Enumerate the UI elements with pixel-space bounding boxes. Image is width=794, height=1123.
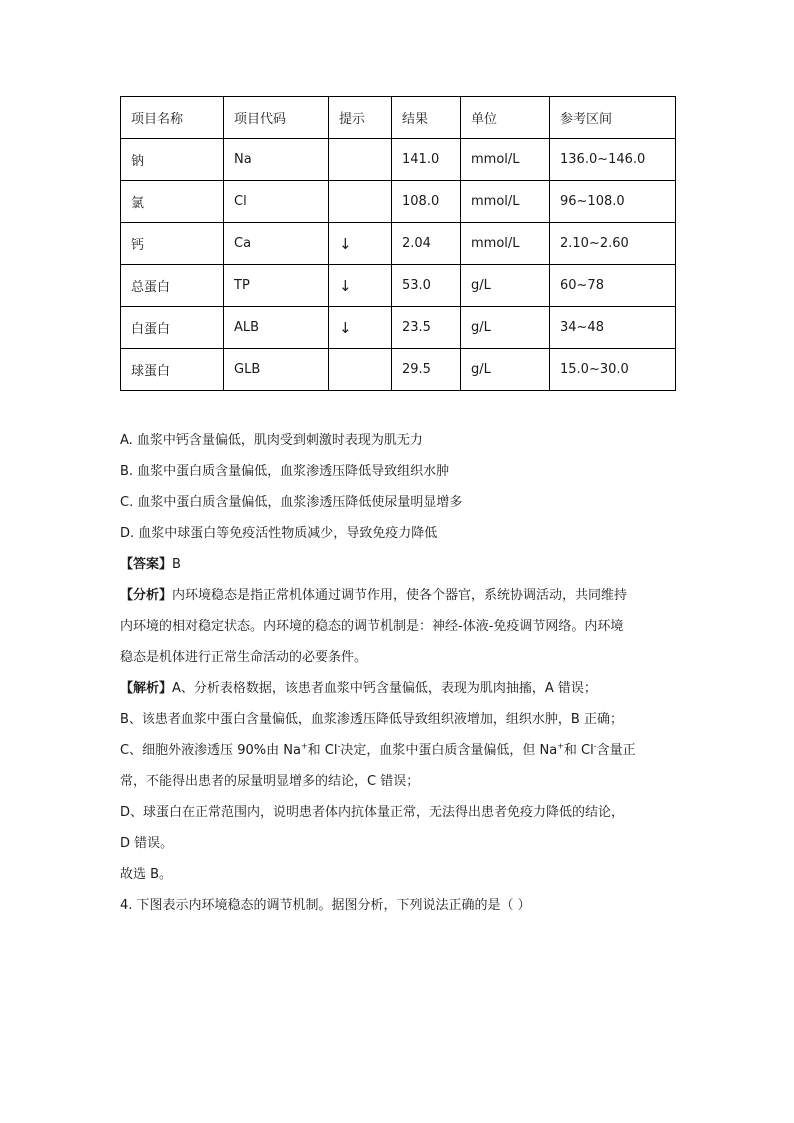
cell-unit: mmol/L [461, 139, 550, 181]
answer-value: B [172, 557, 181, 572]
cell-unit: g/L [461, 349, 550, 391]
down-arrow-icon: ↓ [329, 307, 392, 349]
explanation-line: 常，不能得出患者的尿量明显增多的结论，C 错误； [120, 774, 420, 789]
header-cell: 单位 [461, 97, 550, 139]
explanation-label: 【解析】 [120, 681, 173, 696]
explanation-line [120, 735, 680, 766]
header-cell: 提示 [329, 97, 392, 139]
table-row [121, 349, 676, 391]
explanation-text: A、分析表格数据，该患者血浆中钙含量偏低，表现为肌肉抽搐，A 错误； [172, 681, 597, 696]
cell-range: 15.0~30.0 [550, 349, 676, 391]
table-row [121, 181, 676, 223]
analysis-text: 内环境稳态是指正常机体通过调节作用，使各个器官，系统协调活动，共同维持 [172, 588, 628, 603]
option-d: D. 血浆中球蛋白等免疫活性物质减少，导致免疫力降低 [120, 526, 438, 541]
cell-name: 总蛋白 [121, 265, 224, 307]
next-question: 4. 下图表示内环境稳态的调节机制。据图分析，下列说法正确的是（ ） [120, 898, 531, 913]
cell-range: 34~48 [550, 307, 676, 349]
cell-range: 60~78 [550, 265, 676, 307]
explanation-text: 和 Cl [563, 743, 594, 758]
analysis-line: 稳态是机体进行正常生命活动的必要条件。 [120, 650, 368, 665]
cell-result: 141.0 [392, 139, 461, 181]
table-header-row [121, 97, 676, 139]
cell-result: 29.5 [392, 349, 461, 391]
cell-code: Na [224, 139, 329, 181]
cell-unit: g/L [461, 265, 550, 307]
down-arrow-icon: ↓ [329, 223, 392, 265]
table-row [121, 139, 676, 181]
option-a: A. 血浆中钙含量偏低，肌肉受到刺激时表现为肌无力 [120, 433, 423, 448]
cell-code: Cl [224, 181, 329, 223]
cell-result: 23.5 [392, 307, 461, 349]
cell-range: 136.0~146.0 [550, 139, 676, 181]
option-c: C. 血浆中蛋白质含量偏低，血浆渗透压降低使尿量明显增多 [120, 495, 463, 510]
cell-range: 96~108.0 [550, 181, 676, 223]
explanation-text: 和 Cl [307, 743, 338, 758]
analysis-label: 【分析】 [120, 588, 173, 603]
cell-code: GLB [224, 349, 329, 391]
header-cell: 结果 [392, 97, 461, 139]
header-cell: 参考区间 [550, 97, 676, 139]
lab-results-table [120, 96, 676, 391]
analysis-line: 内环境的相对稳定状态。内环境的稳态的调节机制是：神经-体液-免疫调节网络。内环境 [120, 619, 624, 634]
cell-code: TP [224, 265, 329, 307]
answer-line [120, 549, 680, 580]
cell-name: 钠 [121, 139, 224, 181]
cell-unit: g/L [461, 307, 550, 349]
table-row [121, 265, 676, 307]
ion-charge: + [300, 741, 308, 751]
explanation-line: B、该患者血浆中蛋白含量偏低，血浆渗透压降低导致组织液增加，组织水肿，B 正确； [120, 712, 623, 727]
cell-hint [329, 181, 392, 223]
cell-name: 球蛋白 [121, 349, 224, 391]
ion-charge: - [337, 741, 341, 751]
table-row [121, 223, 676, 265]
conclusion-line: 故选 B。 [120, 867, 173, 882]
header-cell: 项目名称 [121, 97, 224, 139]
explanation-line: D 错误。 [120, 836, 174, 851]
answer-label: 【答案】 [120, 557, 173, 572]
explanation-line [120, 673, 680, 704]
cell-name: 氯 [121, 181, 224, 223]
cell-result: 108.0 [392, 181, 461, 223]
explanation-text: 含量正 [596, 743, 636, 758]
cell-hint [329, 349, 392, 391]
cell-code: ALB [224, 307, 329, 349]
explanation-text: 决定，血浆中蛋白质含量偏低，但 Na [340, 743, 558, 758]
table-row [121, 307, 676, 349]
cell-hint [329, 139, 392, 181]
cell-unit: mmol/L [461, 223, 550, 265]
cell-name: 白蛋白 [121, 307, 224, 349]
explanation-line: D、球蛋白在正常范围内，说明患者体内抗体量正常，无法得出患者免疫力降低的结论， [120, 805, 625, 820]
option-b: B. 血浆中蛋白质含量偏低，血浆渗透压降低导致组织水肿 [120, 464, 450, 479]
cell-code: Ca [224, 223, 329, 265]
cell-unit: mmol/L [461, 181, 550, 223]
question-content [120, 425, 680, 921]
ion-charge: - [593, 741, 597, 751]
analysis-line [120, 580, 680, 611]
header-cell: 项目代码 [224, 97, 329, 139]
explanation-text: C、细胞外液渗透压 90%由 Na [120, 743, 301, 758]
cell-range: 2.10~2.60 [550, 223, 676, 265]
ion-charge: + [557, 741, 564, 751]
cell-result: 2.04 [392, 223, 461, 265]
cell-name: 钙 [121, 223, 224, 265]
down-arrow-icon: ↓ [329, 265, 392, 307]
cell-result: 53.0 [392, 265, 461, 307]
